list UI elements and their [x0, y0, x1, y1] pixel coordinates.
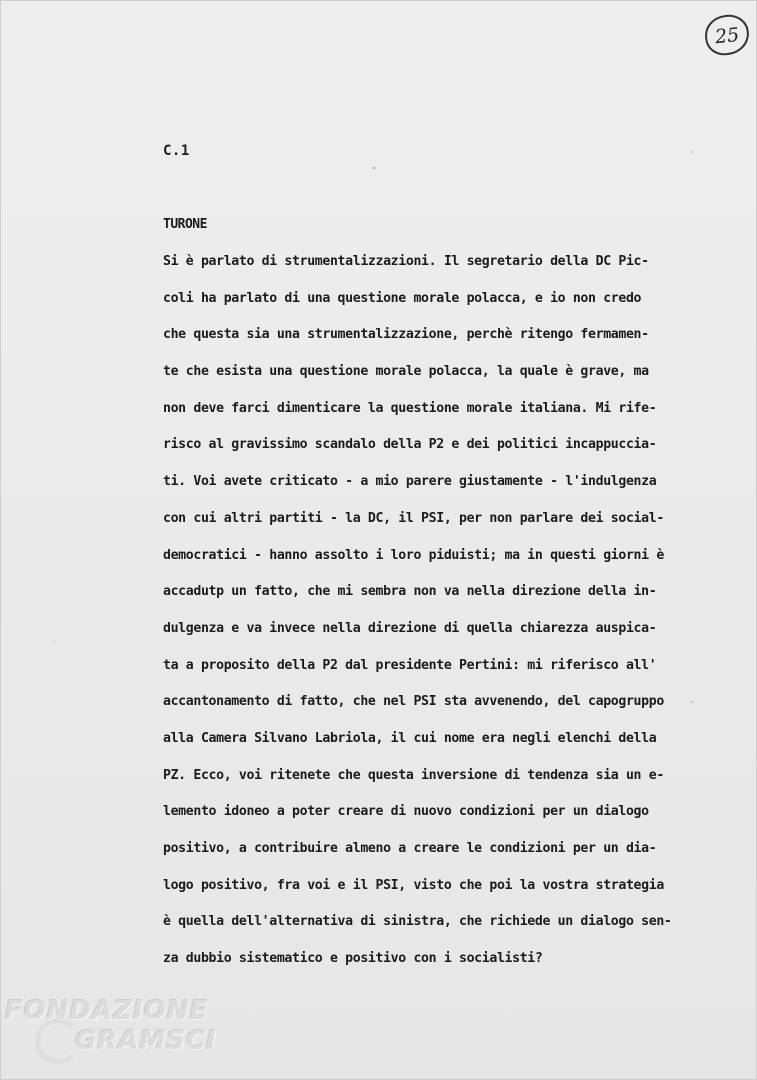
text-line: accantonamento di fatto, che nel PSI sta avvenendo, del capogruppo [163, 694, 664, 710]
archive-watermark [5, 996, 217, 1076]
paper-speck [53, 641, 55, 643]
text-line: alla Camera Silvano Labriola, il cui nome era negli elenchi della [163, 730, 657, 746]
text-line: ti. Voi avete criticato - a mio parere giustamente - l'indulgenza [163, 474, 657, 490]
paper-speck [373, 167, 375, 169]
text-line: che questa sia una strumentalizzazione, perchè ritengo fermamen- [163, 327, 649, 343]
handwritten-page-number: 25 [703, 13, 751, 57]
speaker-name: TURONE [163, 217, 207, 232]
text-line: te che esista una questione morale polacca, la quale è grave, ma [163, 364, 649, 380]
text-line: Si è parlato di strumentalizzazioni. Il segretario della DC Pic- [163, 254, 649, 269]
text-line: positivo, a contribuire almeno a creare le condizioni per un dia- [163, 841, 657, 856]
text-line: za dubbio sistematico e positivo con i socialisti? [163, 951, 543, 967]
section-code: C.1 [163, 143, 190, 159]
text-line: ta a proposito della P2 dal presidente Pertini: mi riferisco all' [163, 657, 657, 673]
text-line: con cui altri partiti - la DC, il PSI, per non parlare dei social- [163, 510, 664, 526]
text-line: coli ha parlato di una questione morale polacca, e io non credo [163, 290, 642, 306]
text-line: logo positivo, fra voi e il PSI, visto che poi la vostra strategia [163, 877, 664, 893]
watermark-line-1: FONDAZIONE [5, 996, 209, 1026]
text-line: è quella dell'alternativa di sinistra, che richiede un dialogo sen- [163, 914, 672, 930]
paper-speck [691, 151, 693, 153]
text-line: accadutp un fatto, che mi sembra non va nella direzione della in- [163, 584, 657, 600]
text-line: democratici - hanno assolto i loro piduisti; ma in questi giorni è [163, 547, 664, 563]
text-line: lemento idoneo a poter creare di nuovo condizioni per un dialogo [163, 804, 649, 820]
typed-body-text [163, 252, 683, 986]
paper-speck [691, 701, 693, 703]
text-line: PZ. Ecco, voi ritenete che questa inversione di tendenza sia un e- [163, 767, 664, 783]
text-line: risco al gravissimo scandalo della P2 e dei politici incappuccia- [163, 437, 657, 453]
watermark-line-2: GRAMSCI [75, 1026, 217, 1056]
text-line: dulgenza e va invece nella direzione di quella chiarezza auspica- [163, 620, 657, 636]
text-line: non deve farci dimenticare la questione morale italiana. Mi rife- [163, 400, 657, 416]
